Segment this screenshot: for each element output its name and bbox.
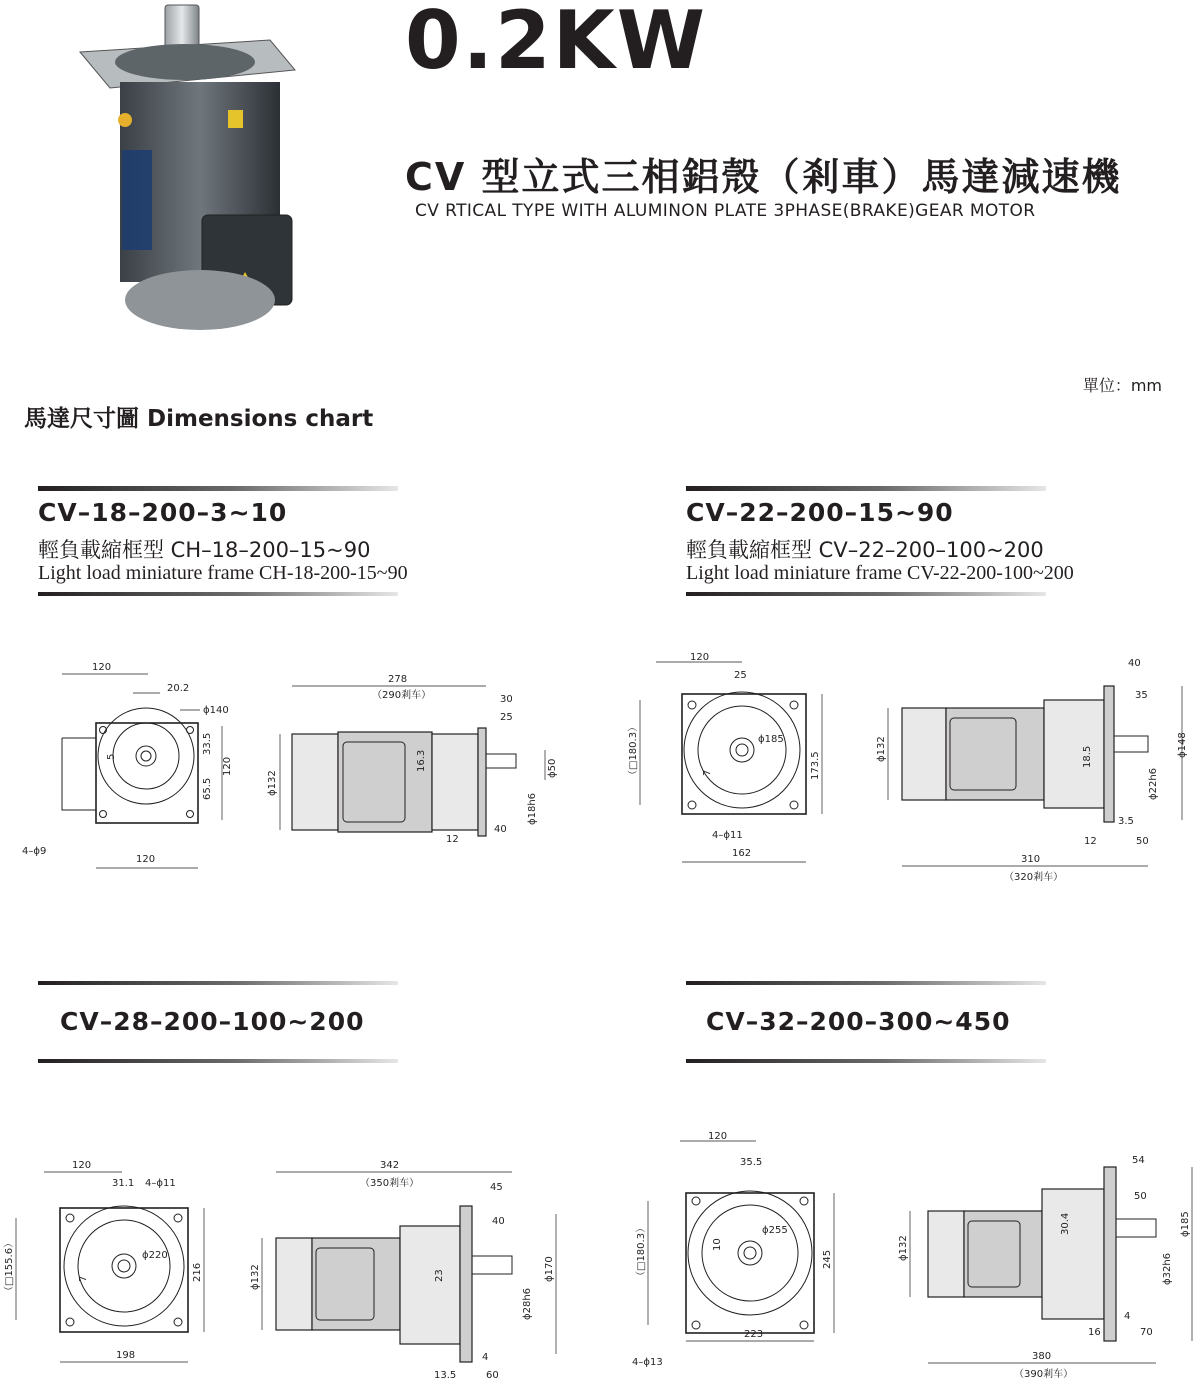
dim-label: 70 [1140,1327,1153,1338]
dim-label: 120 [92,662,112,673]
dim-label: 30 [500,694,513,705]
dim-label: 198 [116,1350,136,1361]
dim-label: 120 [72,1160,92,1171]
model-name: CV–28–200–100~200 [60,1007,365,1036]
product-title-en: CV RTICAL TYPE WITH ALUMINON PLATE 3PHASE(BRAKE)GEAR MOTOR [415,201,1036,221]
power-rating: 0.2KW [405,0,707,87]
dim-label: 278 [388,674,408,685]
light-load-zh: 輕負載縮框型 CV–22–200–100~200 [686,538,1044,562]
dim-label: 50 [1134,1191,1147,1202]
flange-outline [682,694,806,814]
dim-label: 30.4 [1060,1212,1071,1235]
dim-label: （□155.6） [4,1237,15,1296]
dimension-drawing-cv18 [0,650,600,880]
dim-label: （320剎车） [1004,872,1064,883]
dim-label: （390剎车） [1014,1369,1074,1380]
dim-label: ϕ50 [547,758,558,778]
dim-label: 25 [734,670,747,681]
dim-label: 310 [1021,854,1041,865]
dim-label: 3.5 [1118,816,1134,827]
dim-label: 35.5 [740,1157,763,1168]
dim-label: 40 [494,824,507,835]
dim-label: ϕ18h6 [527,792,538,825]
dim-label: 12 [1084,836,1097,847]
dim-label: 120 [708,1131,728,1142]
dim-label: 120 [222,756,233,776]
dim-label: 4–ϕ11 [145,1178,176,1189]
dim-label: 12 [446,834,459,845]
dim-label: 13.5 [434,1370,457,1381]
dim-label: 5 [106,753,117,760]
dim-label: 25 [500,712,513,723]
dim-label: 4 [482,1352,489,1363]
dim-label: 216 [192,1262,203,1282]
dim-label: ϕ132 [267,770,278,796]
dim-label: （□180.3） [636,1222,647,1281]
dim-label: ϕ140 [203,705,229,716]
dim-label: 173.5 [810,751,821,780]
dim-label: ϕ170 [544,1256,555,1282]
dim-label: ϕ22h6 [1148,767,1159,800]
dim-label: 65.5 [202,777,213,800]
dim-label: ϕ220 [142,1250,168,1261]
dim-label: 33.5 [202,732,213,755]
dim-label: 23 [434,1269,445,1282]
dim-label: 50 [1136,836,1149,847]
dim-label: （290剎车） [372,690,432,701]
dim-label: （350剎车） [360,1178,420,1189]
dim-label: 342 [380,1160,400,1171]
dim-label: 120 [690,652,710,663]
section-title: 馬達尺寸圖 Dimensions chart [24,406,374,432]
dim-label: 223 [744,1329,764,1340]
dim-label: ϕ132 [250,1264,261,1290]
dim-label: 45 [490,1182,503,1193]
dim-label: ϕ132 [898,1235,909,1261]
dim-label: 162 [732,848,752,859]
dim-label: 35 [1135,690,1148,701]
dim-label: 40 [492,1216,505,1227]
dimension-drawing-cv22 [600,650,1200,890]
dim-label: 120 [136,854,156,865]
dimension-drawing-cv32 [600,1125,1200,1387]
dim-label: ϕ132 [876,736,887,762]
dim-label: 18.5 [1082,745,1093,768]
dim-label: 380 [1032,1351,1052,1362]
dimension-drawing-cv28 [0,1150,600,1385]
dim-label: 16 [1088,1327,1101,1338]
gear-motor-photo [60,0,310,350]
dim-label: 4–ϕ9 [22,846,47,857]
dim-label: ϕ148 [1177,732,1188,758]
flange-outline [96,723,198,823]
dim-label: ϕ185 [1180,1211,1191,1237]
dim-label: 10 [712,1238,723,1251]
dim-label: 20.2 [167,683,190,694]
dim-label: 4 [1124,1311,1131,1322]
dim-label: 16.3 [416,749,427,772]
unit-label: 單位：mm [1082,376,1162,395]
dim-label: 7 [702,769,713,776]
model-name: CV–32–200–300~450 [706,1007,1011,1036]
model-name: CV–18–200–3~10 [38,498,288,527]
dim-label: ϕ185 [758,734,784,745]
dim-label: 54 [1132,1155,1145,1166]
product-title-zh: CV 型立式三相鋁殼（剎車）馬達減速機 [405,155,1122,199]
dim-label: （□180.3） [628,721,639,780]
dim-label: 40 [1128,658,1141,669]
dim-label: 31.1 [112,1178,135,1189]
dim-label: 245 [822,1249,833,1269]
light-load-zh: 輕負載縮框型 CH–18–200–15~90 [38,538,371,562]
model-name: CV–22–200–15~90 [686,498,954,527]
light-load-en: Light load miniature frame CV-22-200-100~200 [686,562,1074,584]
dim-label: ϕ255 [762,1225,788,1236]
dim-label: 4–ϕ13 [632,1357,663,1368]
dim-label: 7 [78,1275,89,1282]
dim-label: 4–ϕ11 [712,830,743,841]
light-load-en: Light load miniature frame CH-18-200-15~90 [38,562,408,584]
flange-outline [686,1193,814,1333]
dim-label: 60 [486,1370,499,1381]
dim-label: ϕ32h6 [1162,1252,1173,1285]
dim-label: ϕ28h6 [522,1287,533,1320]
